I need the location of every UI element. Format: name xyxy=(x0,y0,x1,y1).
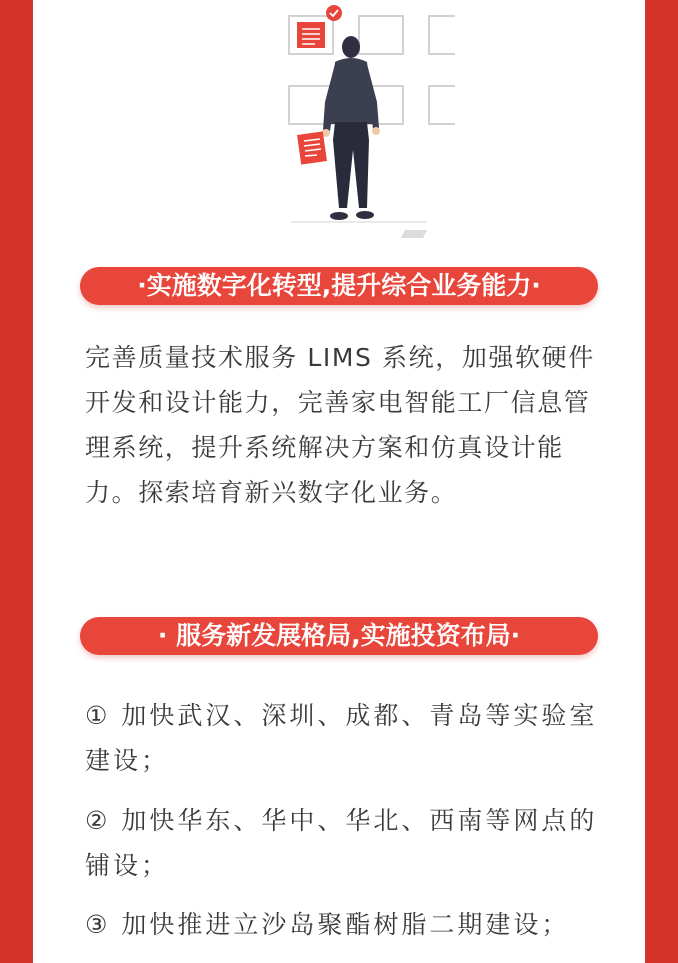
check-icon xyxy=(326,5,342,21)
document-icon xyxy=(297,131,327,164)
section-heading-investment-layout: · 服务新发展格局,实施投资布局· xyxy=(80,617,598,655)
content-card xyxy=(33,0,645,963)
board-square xyxy=(359,16,403,54)
section-heading-digital-transformation: ·实施数字化转型,提升综合业务能力· xyxy=(80,267,598,305)
list-item: ② 加快华东、华中、华北、西南等网点的铺设； xyxy=(85,806,598,880)
list-item: ① 加快武汉、深圳、成都、青岛等实验室建设； xyxy=(85,701,598,775)
board-square xyxy=(429,86,455,124)
document-icon xyxy=(297,22,325,48)
person-figure xyxy=(322,36,380,220)
person-checklist-illustration xyxy=(255,0,455,245)
list-item: ③ 加快推进立沙岛聚酯树脂二期建设； xyxy=(85,910,570,939)
board-square xyxy=(429,16,455,54)
section-body-digital-transformation: 完善质量技术服务 LIMS 系统，加强软硬件开发和设计能力，完善家电智能工厂信息管理系统，提升系统解决方案和仿真设计能力。探索培育新兴数字化业务。 xyxy=(85,343,595,507)
